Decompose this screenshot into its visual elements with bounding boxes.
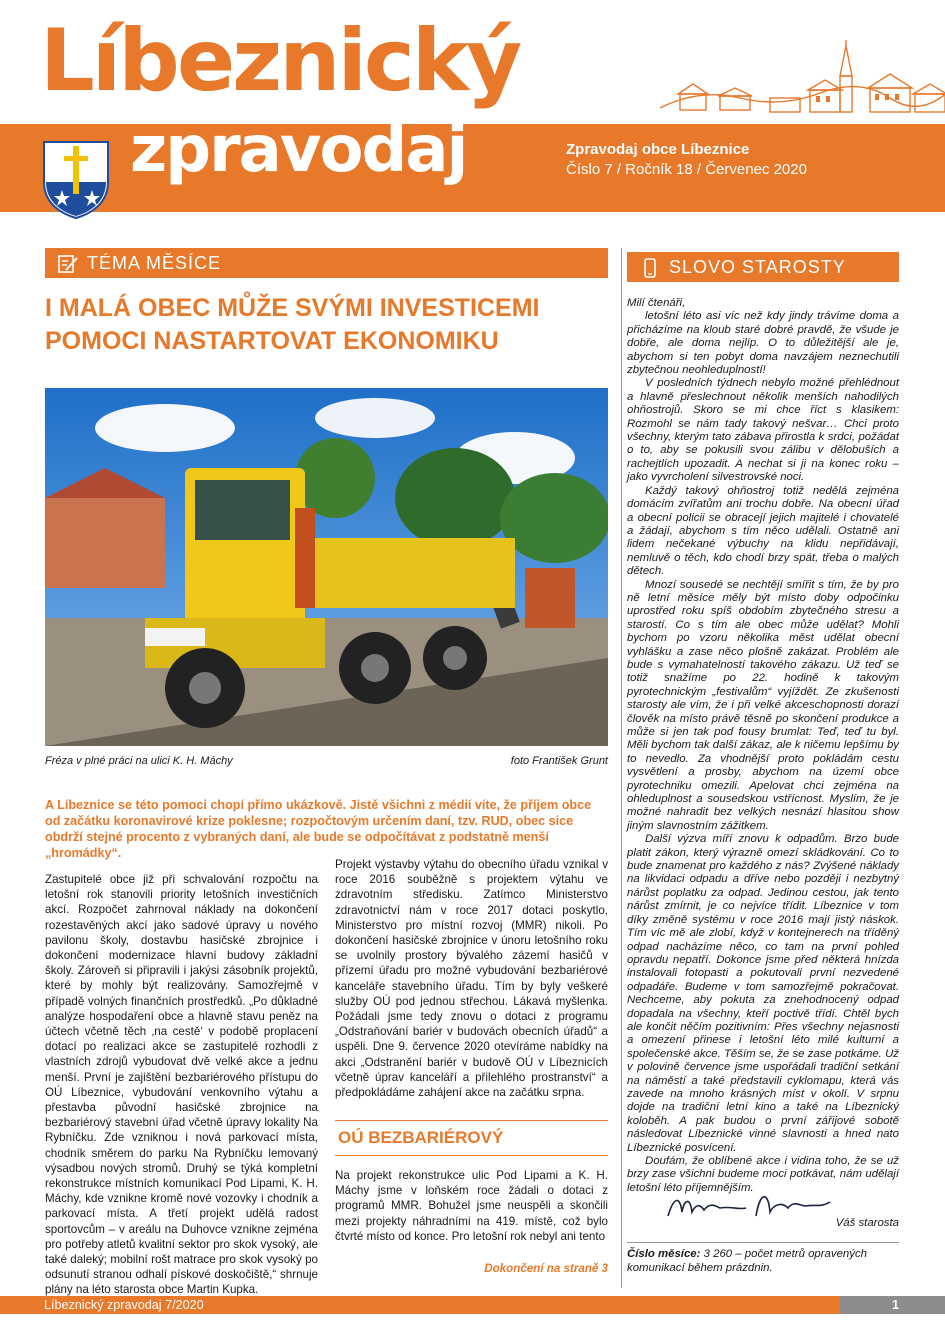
mayor-letter bbox=[627, 297, 899, 1195]
village-skyline-icon bbox=[660, 38, 945, 124]
truck-photo bbox=[45, 388, 608, 746]
letter-paragraph: V posledních týdnech nebylo možné přehlédnout a hlavně přeslechnout několik menších nahodilých ohňostrojů. Skoro se mi chce říct s klasikem: Rozmohl se nám tady takový nešvar… Chci proto všechny, kterým tato zábava přirostla k srdci, požádat o to, aby se pokusili svou zálibu v dělobuších a rachejtlích upozadit. A nechat si ji na konec roku – jako vyvrcholení silvestrovské noci. bbox=[627, 377, 899, 484]
number-of-month-text: 3 260 – počet metrů opravených komunikací během prázdnin. bbox=[627, 1248, 867, 1274]
continued-link[interactable]: Dokončení na straně 3 bbox=[484, 1262, 608, 1275]
photo-credit: foto František Grunt bbox=[510, 755, 608, 767]
letter-paragraph: Doufám, že oblíbené akce i vidina toho, že se už brzy zase všichni budeme moci potkávat, nám udělají letošní léto příjemnějším. bbox=[627, 1155, 899, 1194]
section-title-tema: TÉMA MĚSÍCE bbox=[87, 253, 222, 273]
article-column-2: Projekt výstavby výtahu do obecního úřadu vznikal v roce 2016 souběžně s projektem výtahu ve zdravotním středisku. Zatímco Ministerstvo zdravotnictví nám v roce 2017 dotaci poskytlo, Ministerstvo pro místní rozvoj (MMR) nikoli. Po dokončení hasičské zbrojnice v únoru letošního roku se uvolnily prostory bývalého zázemí hasičů v přízemí úřadu pro možné vybudování bezbariérové kanceláře stavebního úřadu. Tím by byly veškeré služby OÚ pod jednou střechou. Lákavá myšlenka. Požádali jsme tedy znovu o dotaci z programu „Odstraňování bariér v budovách obecních úřadů“ a uspěli. Dne 9. července 2020 otevíráme nabídky na akci „Odstranění bariér v budově OÚ v Líbeznicích včetně úprav kanceláří a přilehlého prostranství“ a předpokládáme zahájení akce na začátku srpna. bbox=[335, 858, 608, 1100]
page-number: 1 bbox=[840, 1296, 945, 1314]
column-divider bbox=[621, 248, 622, 1288]
subheading-ou-bezbarierovy: OÚ BEZBARIÉROVÝ bbox=[335, 1120, 608, 1156]
letter-paragraph: Mnozí sousedé se nechtějí smířit s tím, že by pro ně letní měsíce měly být místo doby odpočinku uprostřed roku spíš obdobím zbytečného stresu a starostí. Co s tím ale obec může udělat? Mohli bychom po vzoru několika měst udělat obecní vyhlášku a zase něco plošně zakázat. Problém ale bude s vymahatelností takového zákazu. Už teď se totiž snažíme po 22. hodině k takovým pyrotechnickým „festivalům“ vyjíždět. Ze zkušenosti starosty ale vím, že i při velké akceschopnosti dorazí člověk na místo právě těsně po skončení produkce a může si jen tak pod fousy brumlat: Teď, teď tu byl. Měli bychom tak další zákaz, ale k ničemu lepšímu by to nevedlo. Za vhodnější proto pokládám cestu vysvětlení a prosby, abychom na území obce pyrotechniku omezili. Apelovat chci zejména na ohleduplnost a sousedskou vstřícnost. Myslím, že je možné nahradit bez velkých nesnází hlasitou show jiným slavnostním zážitkem. bbox=[627, 578, 899, 832]
pencil-note-icon bbox=[57, 254, 79, 274]
photo-caption: Fréza v plné práci na ulici K. H. Máchy bbox=[45, 755, 233, 767]
letter-paragraph: Další výzva míří znovu k odpadům. Brzo bude platit zákon, který výrazně omezí skládkování. Co to bude znamenat pro každého z nás? Zvýšené náklady na likvidaci odpadu a dříve nebo později i nezbytný nárůst poplatku za odpad. Jedinou cestou, jak tento nárůst zmírnit, je co nejvíce třídit. Líbeznice v tom díky změně systému v roce 2016 mají jistý náskok. Tím víc mě ale zlobí, když v kontejnerech na tříděný odpad nacházíme něco, co tam na první pohled opravdu nepatří. Dokonce jsme před některá hnízda instalovali fotopasti a pokutovali první nezvedené odpadáře. Budeme v tom samozřejmě pokračovat. Nechceme, aby pokuta za znehodnocený odpad dopadala na všechny, kteří poctivě třídí. Chtěl bych ale končit něčím pozitivním: Přes všechny nejasnosti a omezení přinese i letošní léto milé kulturní a společenské akce. Těším se, že se zase potkáme. Už v polovině července jsme uspořádali tradiční setkání na náměstí a také představili cyklomapu, která vás zavede na mnoho krásných míst v okolí. V srpnu dojde na tradiční letní kino a také na Líbeznický koloběh. A pak budou o první zářijové sobotě následovat Líbeznické vinné slavnosti a hned nato Líbeznické posvícení. bbox=[627, 833, 899, 1154]
article-column-3: Na projekt rekonstrukce ulic Pod Lipami a K. H. Máchy jsme v loňském roce žádali o dotaci z programů MMR. Bohužel jsme neuspěli a skončili mezi projekty náhradními na 419. místě, což bylo čtvrté místo od konce. Pro letošní rok nebyl ani tento bbox=[335, 1169, 608, 1243]
number-of-month-label: Číslo měsíce: bbox=[627, 1248, 701, 1260]
number-of-month bbox=[627, 1242, 899, 1275]
phone-icon bbox=[639, 258, 661, 278]
article-lead: A Líbeznice se této pomoci chopí přímo ukázkově. Jistě všichni z médií víte, že příjem obce od začátku koronavirové krize poklesne; rozpočtovým určením daní, tzv. RUD, obec sice obdrží stejné procento z vybraných daní, ale bude se odpočítávat z podstatně menší „hromádky“. bbox=[45, 798, 592, 860]
masthead-title: Líbeznický bbox=[40, 11, 520, 111]
coat-of-arms-icon bbox=[40, 138, 112, 220]
masthead-info-line2: Číslo 7 / Ročník 18 / Červenec 2020 bbox=[566, 161, 807, 178]
signature-name: Váš starosta bbox=[835, 1217, 899, 1229]
article-headline bbox=[45, 292, 615, 358]
headline-line2: POMOCI NASTARTOVAT EKONOMIKU bbox=[45, 327, 499, 355]
masthead-info-line1: Zpravodaj obce Líbeznice bbox=[566, 141, 750, 158]
article-column-1: Zastupitelé obce již při schvalování rozpočtu na letošní rok stanovili priority letošních investičních akcí. Rozpočet zahrnoval náklady na dokončení rozestavěných akcí jako sadové úpravy u nového pavilonu školy, dostavbu hasičské zbrojnice i dokončení modernizace hlavní budovy základní školy. Zároveň si připravili i jakýsi zásobník projektů, které by mohly být realizovány. Samozřejmě v případě volných finančních prostředků. „Po důkladné analýze hospodaření obce a hlavně stavu peněz na účtech včetně těch ‚na cestě‘ v podobě proplacení dotací po realizaci akce se zastupitelé rozhodli z vlastních zdrojů vybudovat dvě velké akce a jednu menší. První je zajištění bezbariérového přístupu do OÚ Líbeznice, vybudování venkovního výtahu a přestavba původní hasičské zbrojnice na bezbariérový stavební úřad včetně úpravy lokality Na Rybníčku. Zde vzniknou i nová parkovací místa, chodník směrem do parku Na Rybníčku lemovaný výsadbou nových stromů. Druhý se týká kompletní rekonstrukce místních komunikací Pod Lipami, K. H. Máchy, kde vznikne kromě nové vozovky i chodník a parkovací místa. A třetí projekt udělá radost sportovcům – v areálu na Duhovce vznikne zejména pro potřeby atletů kvalitní sektor pro skok vysoký, ale také daleký; mobilní rošt matrace pro skok vysoký po odsunutí stranou odhalí pískové doskočiště,“ shrnuje plány na léto starosta obce Martin Kupka. bbox=[45, 873, 318, 1297]
section-header-starosta bbox=[627, 252, 899, 282]
letter-greeting: Milí čtenáři, bbox=[627, 297, 686, 309]
letter-paragraph: letošní léto asi víc než kdy jindy trávíme doma a přicházíme na kloub staré dobré pravdě, že všude je dobře, ale doma nejlíp. O to důležitější ale je, abychom si ten pobyt doma navzájem neznechutili zbytečnou neohleduplností! bbox=[627, 310, 899, 377]
section-header-tema bbox=[45, 248, 608, 278]
masthead-info bbox=[566, 140, 807, 180]
letter-paragraph: Každý takový ohňostroj totiž nedělá zejména domácím zvířatům ani trochu dobře. Na obecní úřad a obecní policii se obracejí jejich majitelé i chovatelé a žádají, abychom s tím něco udělali. Ostatně ani lidem nečekané výbuchy na klidu nepřidávají, nemluvě o těch, kdo chodí brzy spát, třeba o malých dětech. bbox=[627, 484, 899, 578]
section-title-starosta: SLOVO STAROSTY bbox=[669, 257, 846, 277]
masthead-subtitle: zpravodaj bbox=[130, 113, 467, 187]
headline-line1: I MALÁ OBEC MŮŽE SVÝMI INVESTICEMI bbox=[45, 294, 540, 322]
footer-title: Líbeznický zpravodaj 7/2020 bbox=[44, 1298, 204, 1312]
